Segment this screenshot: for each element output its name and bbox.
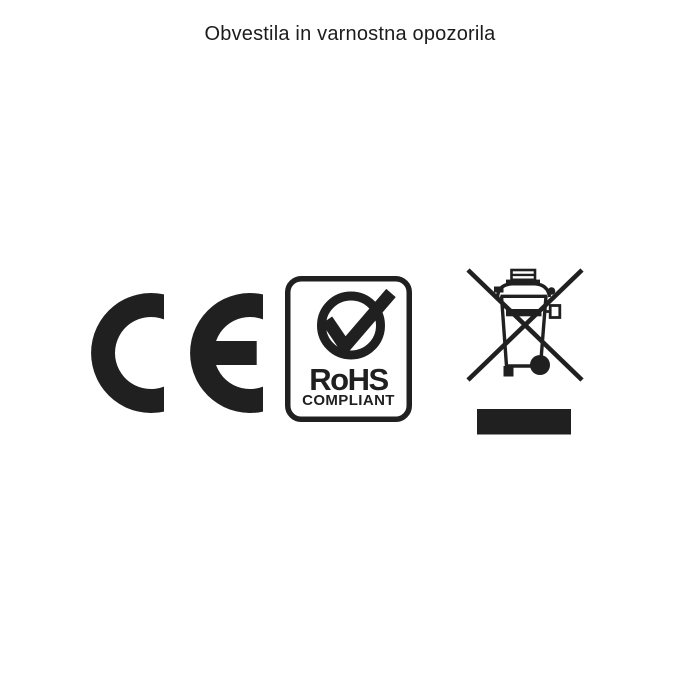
- rohs-label: RoHS: [309, 362, 388, 397]
- ce-marking-icon: [91, 293, 263, 413]
- weee-crossed-out-wheeled-bin-icon: [460, 262, 590, 437]
- rohs-compliant-label: COMPLIANT: [302, 392, 395, 409]
- weee-date-bar: [477, 409, 571, 435]
- page-title: Obvestila in varnostna opozorila: [204, 23, 496, 45]
- rohs-compliant-badge: [285, 276, 412, 422]
